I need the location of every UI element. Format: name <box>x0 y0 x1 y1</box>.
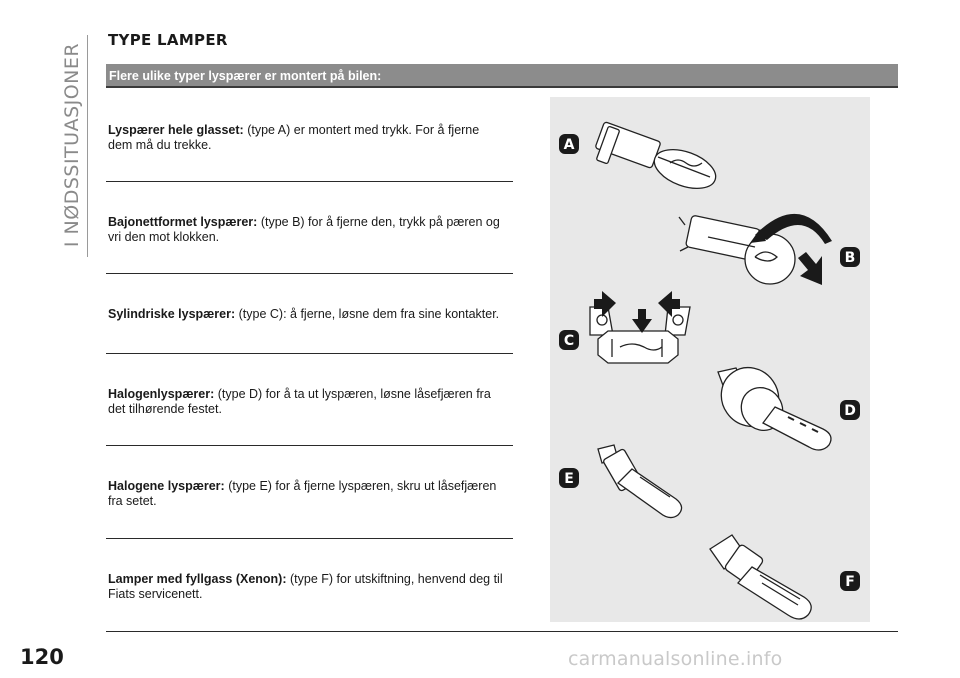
label-e-badge <box>559 468 579 488</box>
push-arrow-icon <box>798 252 822 285</box>
divider <box>106 181 513 182</box>
lamp-term: Lyspærer hele glasset: <box>108 123 244 137</box>
label-b-badge <box>840 247 860 267</box>
lamp-description-cont: fra setet. <box>108 494 157 508</box>
lamp-entry-c <box>108 307 512 322</box>
divider <box>106 353 513 354</box>
svg-text:C: C <box>563 333 575 349</box>
lamp-description-cont: det tilhørende festet. <box>108 402 222 416</box>
svg-text:D: D <box>844 403 856 419</box>
lamp-term: Bajonettformet lyspærer: <box>108 215 258 229</box>
svg-text:F: F <box>845 574 855 590</box>
lamp-description-cont: vri den mot klokken. <box>108 230 220 244</box>
section-divider <box>87 35 88 257</box>
lamp-description: (type D) for å ta ut lyspæren, løsne låsefjæren fra <box>214 387 491 401</box>
lamp-entry-b <box>108 215 512 245</box>
lamp-term: Sylindriske lyspærer: <box>108 307 236 321</box>
divider <box>106 538 513 539</box>
lamp-description: (type B) for å fjerne den, trykk på pæren og <box>257 215 500 229</box>
bulb-a-icon <box>595 122 721 196</box>
lamp-entry-f <box>108 572 512 602</box>
watermark: carmanualsonline.info <box>568 648 783 670</box>
lamp-term: Halogenlyspærer: <box>108 387 215 401</box>
svg-text:B: B <box>844 250 856 266</box>
divider <box>106 273 513 274</box>
lamp-entry-d <box>108 387 512 417</box>
divider <box>106 445 513 446</box>
lamp-types-illustration <box>550 97 870 622</box>
lamp-description-cont: dem må du trekke. <box>108 138 212 152</box>
lamp-description: (type F) for utskiftning, henvend deg til <box>286 572 503 586</box>
bulb-f-icon <box>710 535 811 619</box>
release-arrow-down-icon <box>632 309 652 333</box>
footer-divider <box>106 631 898 632</box>
label-a-badge <box>559 134 579 154</box>
page-title: TYPE LAMPER <box>108 31 228 49</box>
lamp-term: Lamper med fyllgass (Xenon): <box>108 572 287 586</box>
lamp-description: (type E) for å fjerne lyspæren, skru ut låsefjæren <box>224 479 497 493</box>
svg-text:E: E <box>564 471 574 487</box>
bulb-e-icon <box>598 445 682 518</box>
lamp-description: (type C): å fjerne, løsne dem fra sine kontakter. <box>235 307 500 321</box>
lamp-entry-a <box>108 123 512 153</box>
section-title-vertical: I NØDSSITUASJONER <box>61 42 83 248</box>
lamp-entry-e <box>108 479 512 509</box>
lamp-description: (type A) er montert med trykk. For å fjerne <box>243 123 480 137</box>
intro-banner <box>106 64 898 88</box>
rotate-arrow-icon <box>755 214 832 244</box>
svg-text:A: A <box>563 137 575 153</box>
page-number: 120 <box>20 645 64 669</box>
lamp-description-cont: Fiats servicenett. <box>108 587 203 601</box>
label-f-badge <box>840 571 860 591</box>
bulb-d-icon <box>710 356 831 450</box>
label-d-badge <box>840 400 860 420</box>
lamp-term: Halogene lyspærer: <box>108 479 225 493</box>
intro-banner-text: Flere ulike typer lyspærer er montert på bilen: <box>109 69 382 83</box>
label-c-badge <box>559 330 579 350</box>
